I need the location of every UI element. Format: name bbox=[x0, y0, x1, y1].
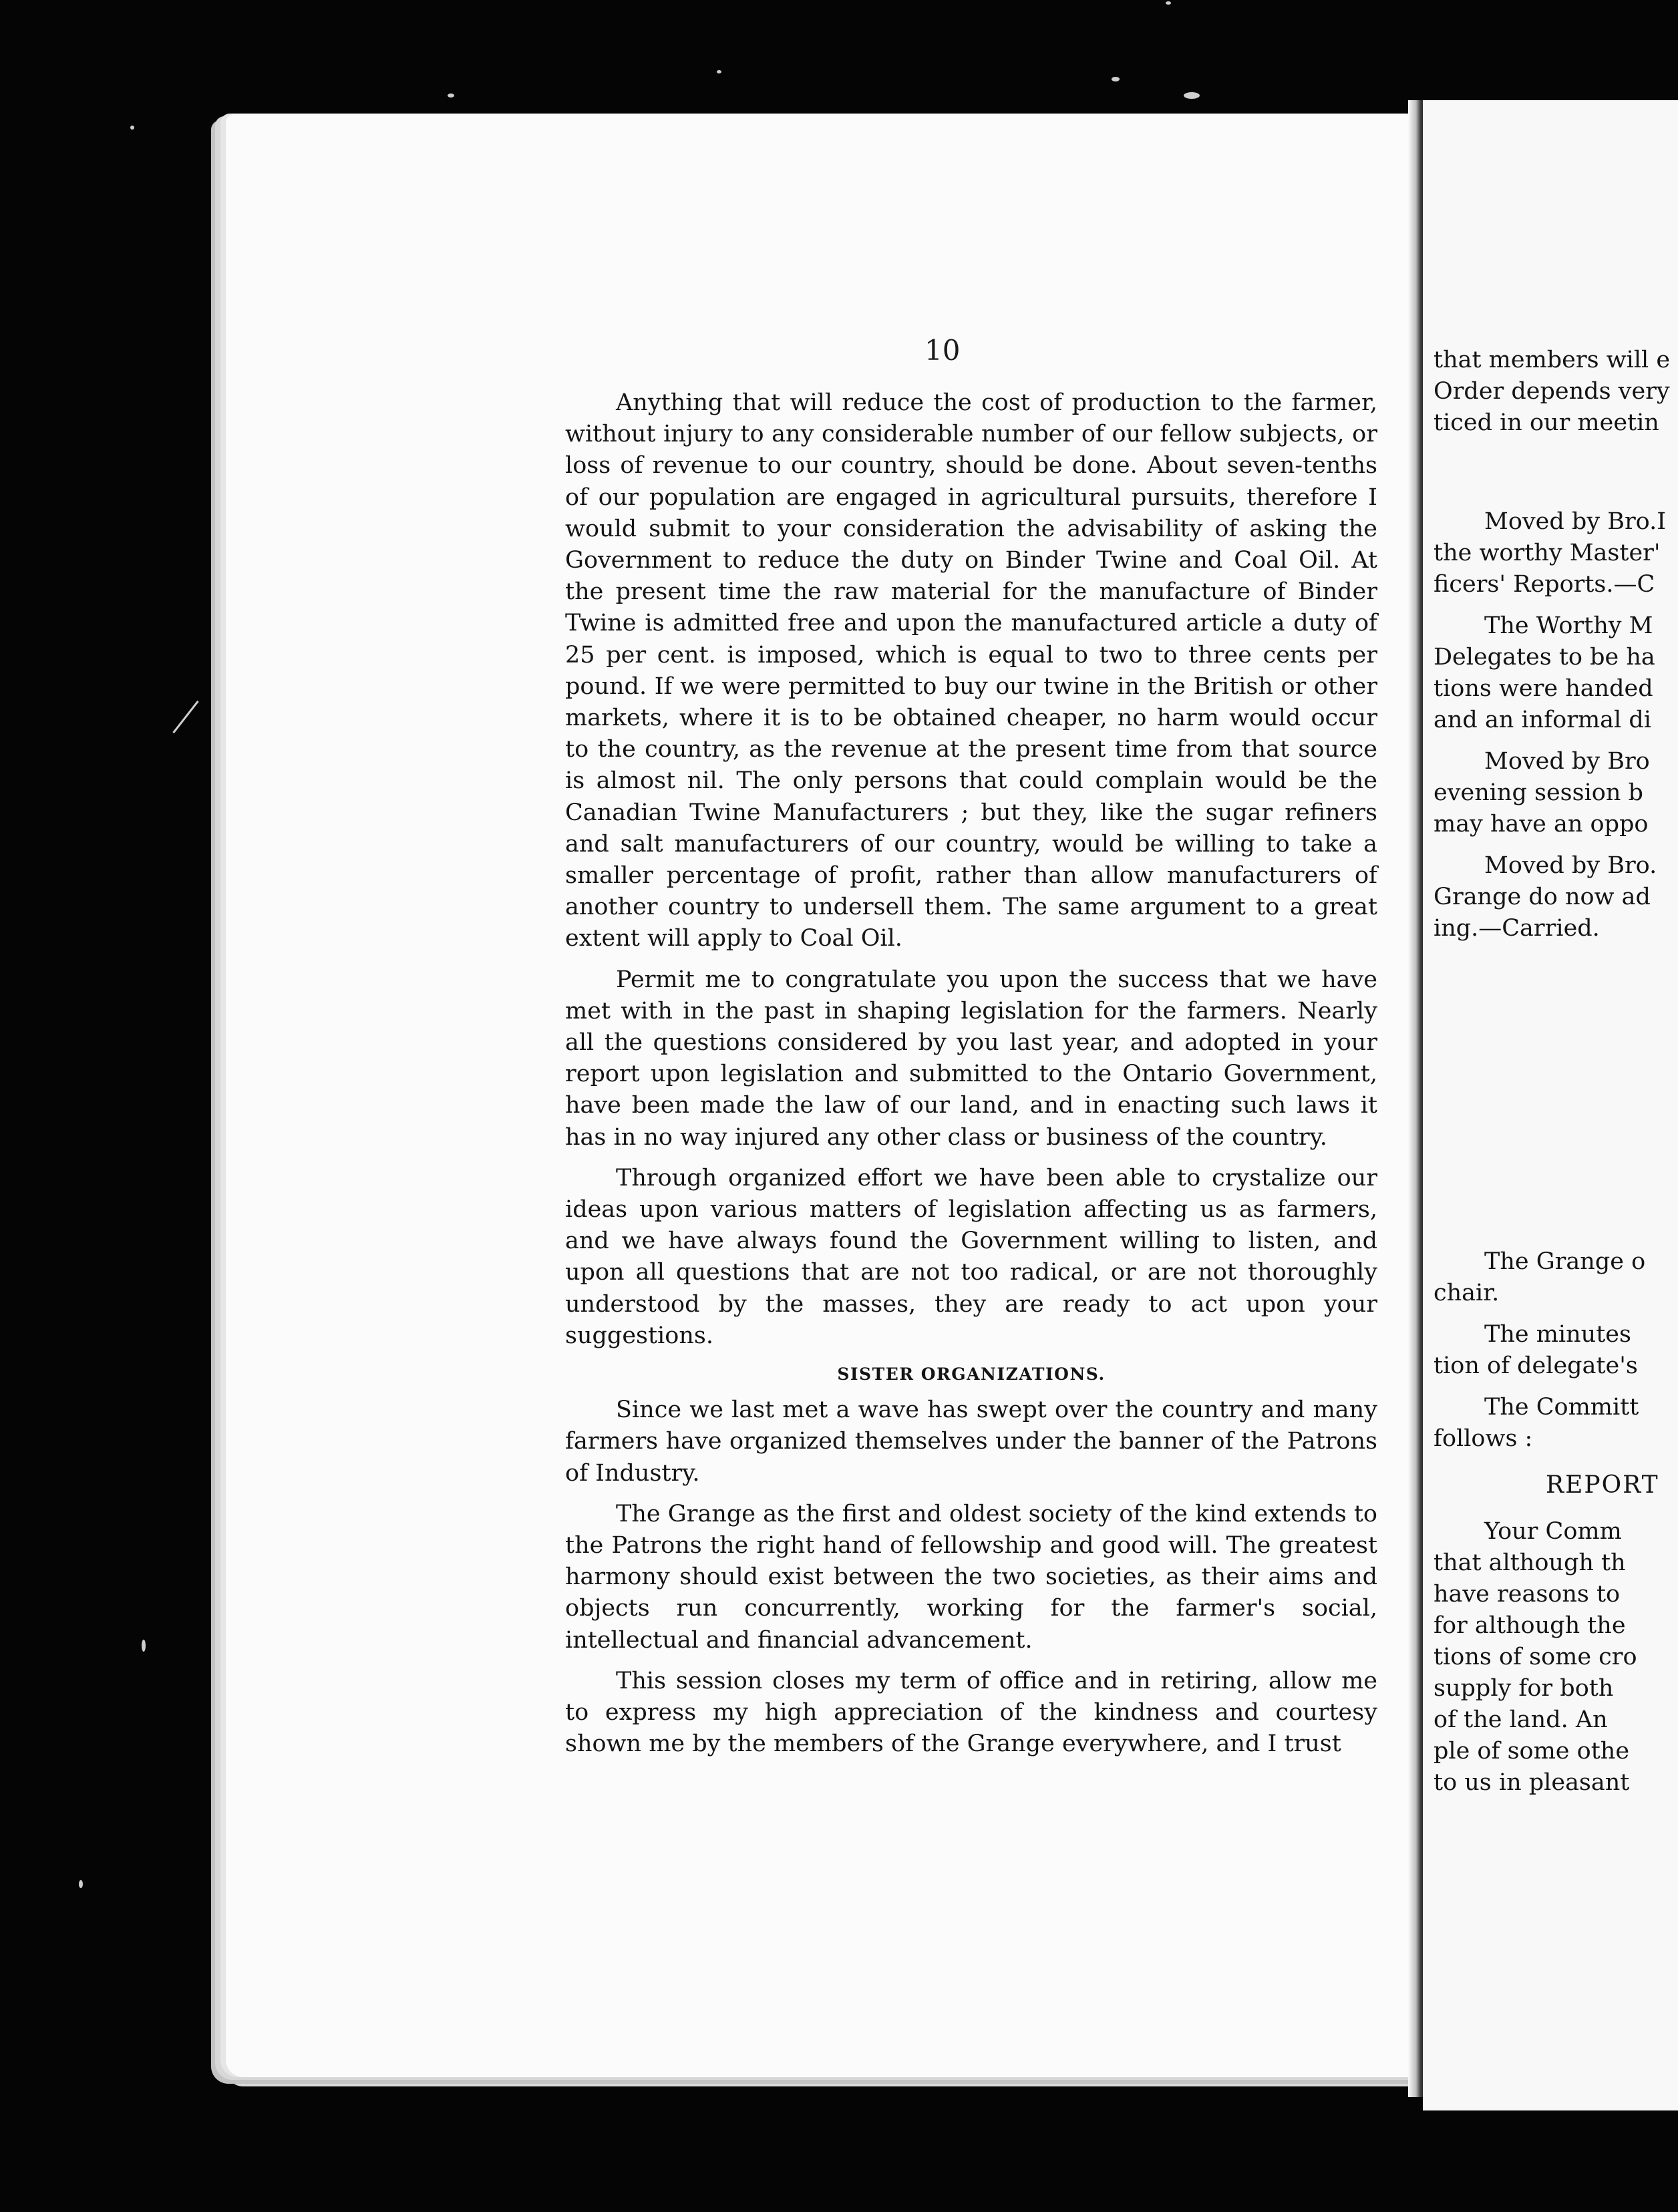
right-page-line: and an informal di bbox=[1434, 707, 1651, 733]
right-page-line: tion of delegate's bbox=[1434, 1352, 1638, 1379]
right-page-line: have reasons to bbox=[1434, 1581, 1621, 1608]
scan-speck bbox=[1112, 77, 1120, 81]
left-page-text bbox=[565, 387, 1377, 1769]
right-page-line: ple of some othe bbox=[1434, 1738, 1630, 1765]
right-page-text bbox=[1434, 0, 1678, 2212]
right-page-line: The minutes bbox=[1484, 1321, 1631, 1348]
scan-speck bbox=[142, 1640, 146, 1652]
report-heading: REPORT bbox=[1546, 1471, 1659, 1499]
scan-speck bbox=[79, 1880, 83, 1888]
scan-speck bbox=[448, 94, 454, 98]
right-page-line: Grange do now ad bbox=[1434, 884, 1651, 910]
right-page-line: ficers' Reports.—C bbox=[1434, 571, 1655, 598]
right-page-line: chair. bbox=[1434, 1280, 1500, 1306]
right-page-line: evening session b bbox=[1434, 779, 1643, 806]
paragraph: Since we last met a wave has swept over the country and many farmers have organized themselves under the banner of the Patrons of Industry. bbox=[565, 1397, 1377, 1487]
right-page-line: Your Comm bbox=[1484, 1518, 1622, 1545]
scan-speck bbox=[1166, 1, 1171, 5]
right-page-line: of the land. An bbox=[1434, 1706, 1608, 1733]
right-page-line: tions of some cro bbox=[1434, 1644, 1637, 1670]
right-page-line: Order depends very bbox=[1434, 378, 1670, 405]
right-page-line: that although th bbox=[1434, 1549, 1626, 1576]
right-page-line: to us in pleasant bbox=[1434, 1769, 1630, 1796]
page-number: 10 bbox=[925, 334, 961, 367]
right-page-line: may have an oppo bbox=[1434, 811, 1649, 838]
right-page-line: for although the bbox=[1434, 1612, 1626, 1639]
paragraph: Anything that will reduce the cost of production to the farmer, without injury to any considerable number of our fellow subjects, or loss of revenue to our country, should be done. About seven-tenths of our population are engaged in agricultural pursuits, therefore I would submit to your consideration the advisability of asking the Government to reduce the duty on Binder Twine and Coal Oil. At the present time the raw material for the manufacture of Binder Twine is admitted free and upon the manufactured article a duty of 25 per cent. is imposed, which is equal to two to three cents per pound. If we were permitted to buy our twine in the British or other markets, where it is to be obtained cheaper, no harm would occur to the country, as the revenue at the present time from that source is almost nil. The only persons that could complain would be the Canadian Twine Manufacturers ; but they, like the sugar refiners and salt manufacturers of our country, would be willing to take a smaller percentage of profit, rather than allow manufacturers of another country to undersell them. The same argument to a great extent will apply to Coal Oil. bbox=[565, 389, 1377, 952]
right-page-line: the worthy Master' bbox=[1434, 540, 1661, 566]
right-page-line: The Worthy M bbox=[1484, 612, 1653, 639]
paragraph: Permit me to congratulate you upon the success that we have met with in the past in shaping legislation for the farmers. Nearly all the questions considered by you last year, and adopted in your report upon legislation and submitted to the Ontario Government, have been made the law of our land, and in enacting such laws it has in no way injured any other class or business of the country. bbox=[565, 966, 1377, 1151]
scan-speck bbox=[172, 701, 198, 733]
right-page-line: Moved by Bro. bbox=[1484, 852, 1657, 879]
right-page-line: ing.—Carried. bbox=[1434, 915, 1600, 942]
right-page-line: Moved by Bro.I bbox=[1484, 508, 1667, 535]
right-page-line: ticed in our meetin bbox=[1434, 409, 1659, 436]
right-page-line: Moved by Bro bbox=[1484, 748, 1650, 775]
right-page-line: follows : bbox=[1434, 1425, 1533, 1452]
right-page-line: The Committ bbox=[1484, 1394, 1639, 1421]
section-heading: SISTER ORGANIZATIONS. bbox=[837, 1364, 1106, 1385]
paragraph: Through organized effort we have been able to crystalize our ideas upon various matters of legislation affecting us as farmers, and we have always found the Government willing to listen, and upon all questions that are not too radical, or are not thoroughly understood by the masses, they are ready to act upon your suggestions. bbox=[565, 1164, 1377, 1349]
right-page-line: The Grange o bbox=[1484, 1248, 1646, 1275]
right-page-line: supply for both bbox=[1434, 1675, 1614, 1702]
right-page-line: that members will e bbox=[1434, 347, 1671, 373]
scan-speck bbox=[1184, 92, 1200, 99]
right-page-line: Delegates to be ha bbox=[1434, 644, 1655, 671]
right-page-line: tions were handed bbox=[1434, 675, 1653, 702]
paragraph: This session closes my term of office and in retiring, allow me to express my high appreciation of the kindness and courtesy shown me by the members of the Grange everywhere, and I trust bbox=[565, 1667, 1377, 1758]
paragraph: The Grange as the first and oldest society of the kind extends to the Patrons the right hand of fellowship and good will. The greatest harmony should exist between the two societies, as their aims and objects run concurrently, working for the farmer's social, intellectual and financial advancement. bbox=[565, 1500, 1377, 1654]
scan-speck bbox=[130, 126, 134, 130]
scan-speck bbox=[717, 70, 721, 73]
